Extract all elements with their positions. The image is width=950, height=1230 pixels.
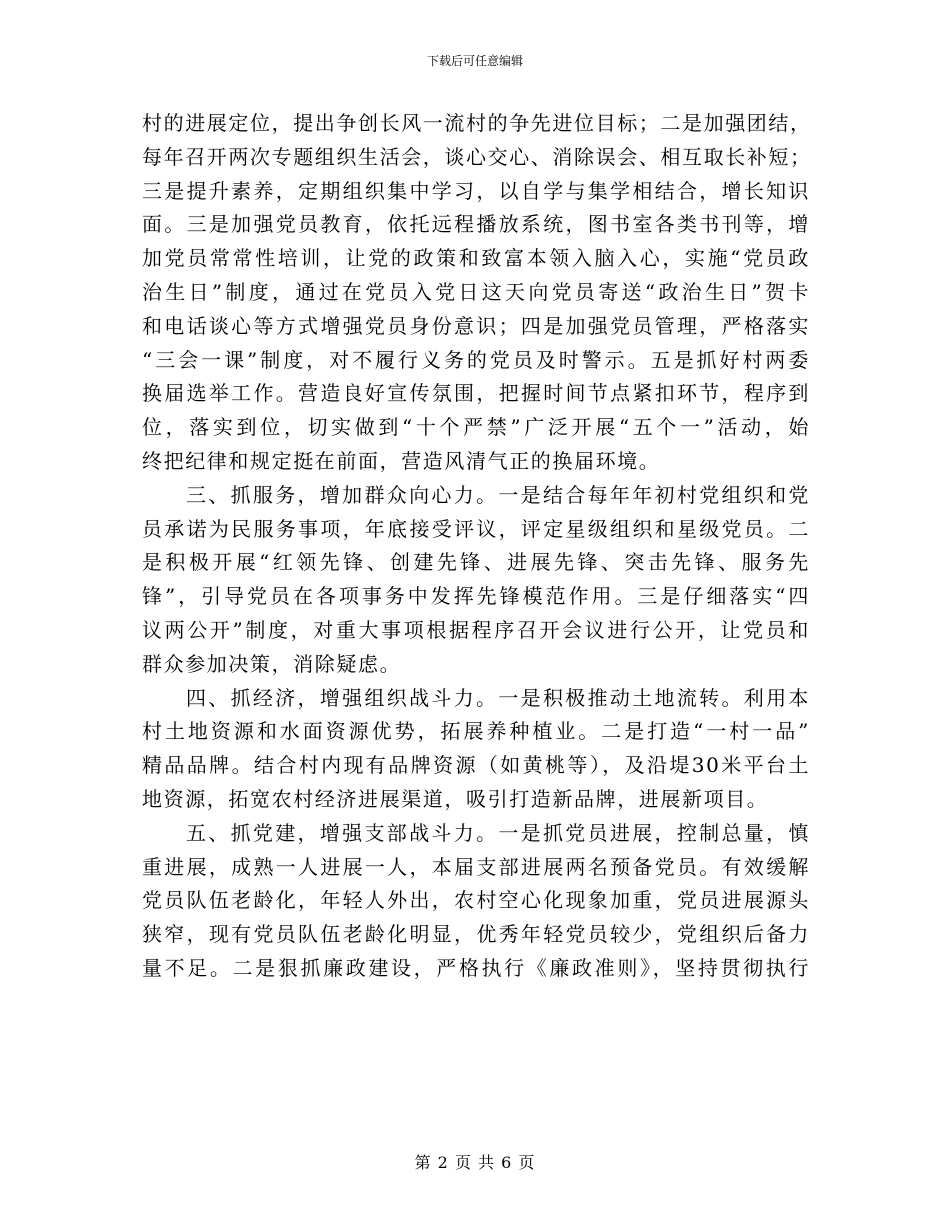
paragraph-line: 位，落实到位，切实做到“十个严禁”广泛开展“五个一”活动，始 (142, 415, 810, 440)
paragraph-line: 村土地资源和水面资源优势，拓展养种植业。二是打造“一村一品” (142, 719, 810, 744)
paragraph-line: 量不足。二是狠抓廉政建设，严格执行《廉政准则》，坚持贯彻执行 (142, 955, 810, 980)
paragraph-line: 党员队伍老龄化，年轻人外出，农村空心化现象加重，党员进展源头 (142, 888, 810, 913)
paragraph-line: 锋”，引导党员在各项事务中发挥先锋模范作用。三是仔细落实“四 (142, 584, 810, 609)
paragraph-line: 换届选举工作。营造良好宣传氛围，把握时间节点紧扣环节，程序到 (142, 381, 810, 406)
paragraph-line: 是积极开展“红领先锋、创建先锋、进展先锋、突击先锋、服务先 (142, 550, 810, 575)
paragraph-line: 终把纪律和规定挺在前面，营造风清气正的换届环境。 (142, 448, 661, 473)
paragraph-line: 三、抓服务，增加群众向心力。一是结合每年年初村党组织和党 (186, 482, 810, 507)
paragraph-line: “三会一课”制度，对不履行义务的党员及时警示。五是抓好村两委 (142, 347, 810, 372)
paragraph-line: 每年召开两次专题组织生活会，谈心交心、消除误会、相互取长补短； (142, 144, 812, 169)
paragraph-line: 议两公开”制度，对重大事项根据程序召开会议进行公开，让党员和 (142, 617, 810, 642)
paragraph-line: 地资源，拓宽农村经济进展渠道，吸引打造新品牌，进展新项目。 (142, 786, 769, 811)
paragraph-line: 和电话谈心等方式增强党员身份意识；四是加强党员管理，严格落实 (142, 313, 810, 338)
paragraph-line: 加党员常常性培训，让党的政策和致富本领入脑入心，实施“党员政 (142, 246, 810, 271)
paragraph-line: 四、抓经济，增强组织战斗力。一是积极推动土地流转。利用本 (186, 685, 810, 710)
paragraph-line: 狭窄，现有党员队伍老龄化明显，优秀年轻党员较少，党组织后备力 (142, 922, 810, 947)
paragraph-line: 员承诺为民服务事项，年底接受评议，评定星级组织和星级党员。二 (142, 516, 810, 541)
document-body (142, 107, 810, 986)
paragraph-line: 面。三是加强党员教育，依托远程播放系统，图书室各类书刊等，增 (142, 212, 810, 237)
paragraph-line: 三是提升素养，定期组织集中学习，以自学与集学相结合，增长知识 (142, 178, 810, 203)
page-number: 第 2 页 共 6 页 (414, 1153, 536, 1172)
page-header-note: 下载后可任意编辑 (426, 54, 523, 68)
paragraph-line: 五、抓党建，增强支部战斗力。一是抓党员进展，控制总量，慎 (186, 820, 810, 845)
paragraph-line: 治生日”制度，通过在党员入党日这天向党员寄送“政治生日”贺卡 (142, 279, 810, 304)
paragraph-line: 精品品牌。结合村内现有品牌资源（如黄桃等），及沿堤30米平台土 (142, 753, 810, 778)
paragraph-line: 群众参加决策，消除疑虑。 (142, 651, 402, 676)
paragraph-line: 村的进展定位，提出争创长风一流村的争先进位目标；二是加强团结， (142, 111, 812, 135)
paragraph-line: 重进展，成熟一人进展一人，本届支部进展两名预备党员。有效缓解 (142, 854, 810, 879)
